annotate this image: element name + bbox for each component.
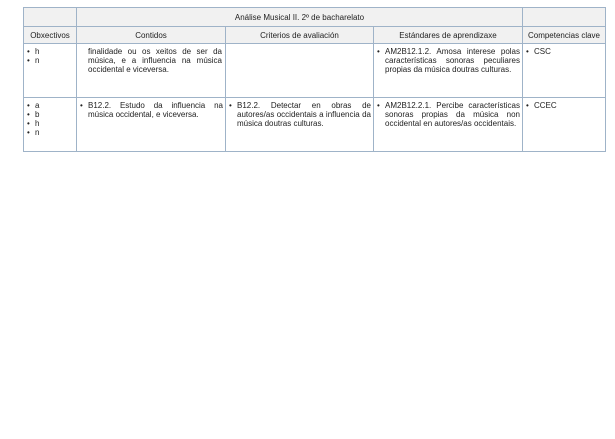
standards-cell: [374, 44, 523, 98]
contents-text: finalidade ou os xeitos de ser da música, e a influencia na música occidental e viceversa.: [88, 47, 222, 74]
column-header-standards: Estándares de aprendizaxe: [374, 27, 523, 44]
list-item: • n: [27, 128, 74, 137]
list-item: • h: [27, 119, 74, 128]
table-corner-cell: [24, 8, 77, 27]
column-header-competences: Competencias clave: [523, 27, 606, 44]
list-item: • CSC: [526, 47, 603, 56]
list-item: • AM2B12.1.2. Amosa interese polas características sonoras peculiares propias da música doutras culturas.: [377, 47, 520, 74]
list-item: • a: [27, 101, 74, 110]
list-item: • B12.2. Estudo da influencia na música occidental, e viceversa.: [80, 101, 223, 119]
list-item: • B12.2. Detectar en obras de autores/as occidentais a influencia da música doutras culturas.: [229, 101, 371, 128]
competences-cell: [523, 44, 606, 98]
criteria-text: [226, 44, 373, 47]
list-item: • CCEC: [526, 101, 603, 110]
contents-cell: [77, 44, 226, 98]
list-item: • b: [27, 110, 74, 119]
list-item: • n: [27, 56, 74, 65]
objectives-cell: [24, 44, 77, 98]
criteria-cell: [226, 98, 374, 152]
standards-cell: [374, 98, 523, 152]
table-row: [24, 44, 606, 98]
column-header-criteria: Criterios de avaliación: [226, 27, 374, 44]
table-row: [24, 98, 606, 152]
objectives-cell: [24, 98, 77, 152]
curriculum-table: [23, 7, 606, 152]
contents-cell: [77, 98, 226, 152]
competences-cell: [523, 98, 606, 152]
table-corner-cell: [523, 8, 606, 27]
criteria-cell: [226, 44, 374, 98]
table-title: Análise Musical II. 2º de bacharelato: [77, 8, 523, 27]
column-header-objectives: Obxectivos: [24, 27, 77, 44]
list-item: • h: [27, 47, 74, 56]
column-header-contents: Contidos: [77, 27, 226, 44]
list-item: • AM2B12.2.1. Percibe características sonoras propias da música non occidental en autores/as occidentais.: [377, 101, 520, 128]
